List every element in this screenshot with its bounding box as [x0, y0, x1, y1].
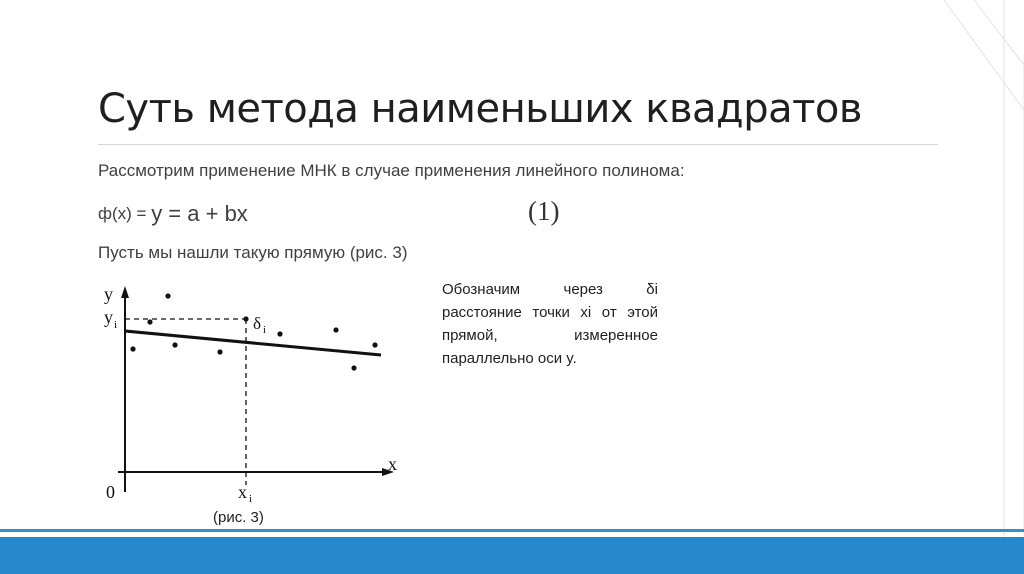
data-point	[243, 316, 248, 321]
data-point	[130, 346, 135, 351]
origin-label: 0	[106, 482, 115, 502]
slide-title: Суть метода наименьших квадратов	[98, 86, 862, 132]
bottom-accent-bar	[0, 529, 1024, 574]
title-divider	[98, 144, 938, 145]
xi-label: x	[238, 482, 247, 502]
y-axis-label: y	[104, 284, 113, 304]
formula-lhs: ф(х) =	[98, 204, 152, 223]
data-point	[372, 342, 377, 347]
data-point	[172, 342, 177, 347]
data-point	[165, 293, 170, 298]
equation-number: (1)	[528, 196, 560, 226]
intro-text: Рассмотрим применение МНК в случае применения линейного полинома:	[98, 161, 685, 180]
yi-label: y	[104, 307, 113, 327]
figure-caption: (рис. 3)	[213, 509, 264, 526]
fitted-line	[125, 331, 381, 355]
explanation-text: Обозначим через δi расстояние точки xi от этой прямой, измеренное параллельно оси y.	[442, 281, 658, 367]
x-axis-label: x	[388, 454, 397, 474]
formula-rhs: y = a + bx	[151, 201, 248, 226]
accent-line-thick	[0, 537, 1024, 574]
figure-intro-text: Пусть мы нашли такую прямую (рис. 3)	[98, 243, 408, 262]
delta-label: δ	[253, 314, 262, 333]
formula	[98, 201, 248, 231]
corner-decoration	[944, 0, 1024, 574]
delta-subscript: i	[263, 324, 267, 336]
accent-line-thin	[0, 529, 1024, 532]
least-squares-figure	[98, 280, 408, 510]
data-point	[277, 331, 282, 336]
y-axis-arrow	[121, 286, 129, 298]
data-point	[147, 319, 152, 324]
xi-subscript: i	[249, 493, 253, 505]
data-point	[333, 327, 338, 332]
yi-subscript: i	[114, 319, 118, 331]
data-point	[217, 349, 222, 354]
data-point	[351, 365, 356, 370]
